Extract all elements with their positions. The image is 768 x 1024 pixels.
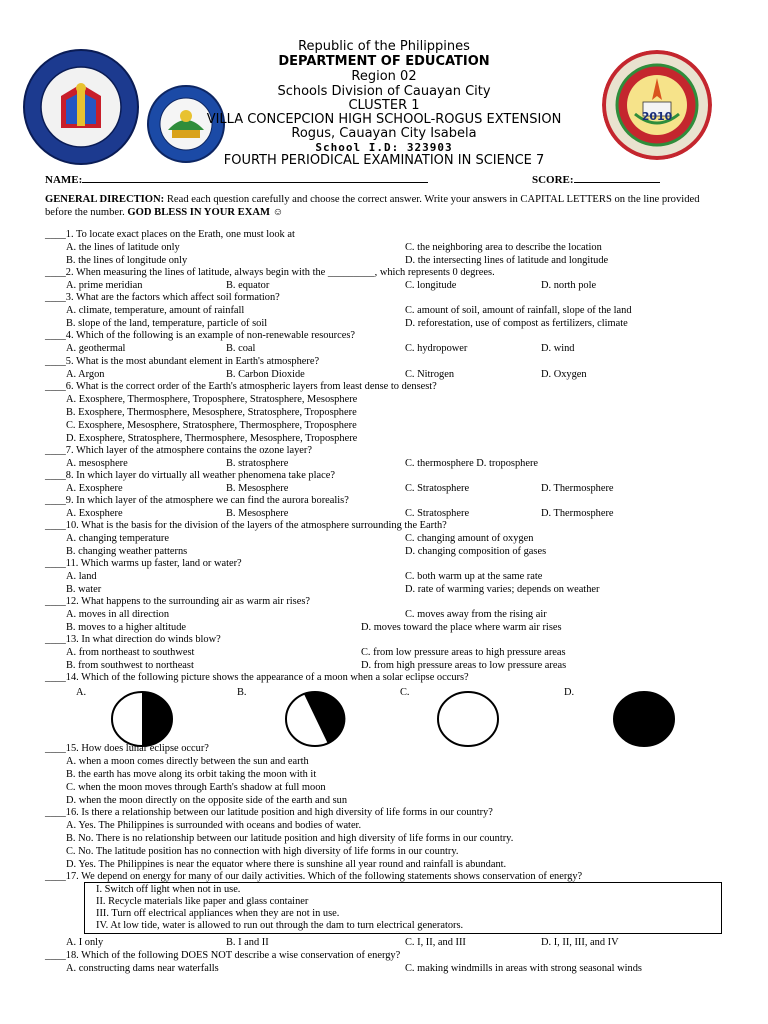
question-16: ____16. Is there a relationship between our latitude position and high diversity of life forms in our country? [45,807,493,818]
q17-statement-3: III. Turn off electrical appliances when they are not in use. [96,908,340,919]
question-15: ____15. How does lunar eclipse occur? [45,743,209,754]
q12-option-a: A. moves in all direction [66,609,170,620]
question-5: ____5. What is the most abundant element in Earth's atmosphere? [45,356,320,367]
header-exam-title: FOURTH PERIODICAL EXAMINATION IN SCIENCE 7 [223,153,545,168]
q7-option-a: A. mesosphere [66,458,128,469]
q16-option-d: D. Yes. The Philippines is near the equator where there is sunshine all year round and rainfall is abundant. [66,859,507,870]
q1-option-c: C. the neighboring area to describe the location [405,242,602,253]
score-field[interactable]: SCORE: [532,172,660,186]
q18-option-a: A. constructing dams near waterfalls [66,963,219,974]
q8-option-b: B. Mesosphere [226,483,289,494]
name-label: NAME [45,174,79,186]
q2-option-d: D. north pole [541,280,597,291]
q11-option-d: D. rate of warming varies; depends on weather [405,584,600,595]
q17-option-b: B. I and II [226,937,269,948]
q10-option-c: C. changing amount of oxygen [405,533,534,544]
q12-option-b: B. moves to a higher altitude [66,622,187,633]
q4-option-d: D. wind [541,343,575,354]
q15-option-a: A. when a moon comes directly between the sun and earth [66,756,309,767]
q14-option-d: D. [564,687,575,698]
q2-option-a: A. prime meridian [66,280,143,291]
q17-option-a: A. I only [66,937,104,948]
q5-option-b: B. Carbon Dioxide [226,369,305,380]
q3-option-d: D. reforestation, use of compost as fertilizers, climate [405,318,628,329]
q4-option-b: B. coal [226,343,256,354]
question-1: ____1. To locate exact places on the Erath, one must look at [45,229,295,240]
q5-option-a: A. Argon [66,369,105,380]
q11-option-c: C. both warm up at the same rate [405,571,543,582]
q17-statement-2: II. Recycle materials like paper and glass container [96,896,309,907]
q6-option-d: D. Exosphere, Stratosphere, Thermosphere, Mesosphere, Troposphere [66,433,358,444]
q7-option-cd: C. thermosphere D. troposphere [405,458,539,469]
q12-option-c: C. moves away from the rising air [405,609,547,620]
q1-option-b: B. the lines of longitude only [66,255,188,266]
direction-bless: GOD BLESS IN YOUR EXAM ☺ [127,207,284,218]
question-2: ____2. When measuring the lines of latitude, always begin with the _________, which represents 0 degrees. [45,267,495,278]
q17-option-d: D. I, II, III, and IV [541,937,619,948]
q18-option-c: C. making windmills in areas with strong seasonal winds [405,963,642,974]
q6-option-c: C. Exosphere, Mesosphere, Stratosphere, Thermosphere, Troposphere [66,420,357,431]
q2-option-b: B. equator [226,280,270,291]
header-region: Region 02 [351,69,417,84]
direction-label: GENERAL DIRECTION: [45,194,165,205]
question-7: ____7. Which layer of the atmosphere contains the ozone layer? [45,445,312,456]
q1-option-d: D. the intersecting lines of latitude and longitude [405,255,609,266]
q13-option-d: D. from high pressure areas to low pressure areas [361,660,567,671]
moon-crescent-dark-image [284,690,346,753]
q10-option-a: A. changing temperature [66,533,169,544]
q9-option-b: B. Mesosphere [226,508,289,519]
question-8: ____8. In which layer do virtually all weather phenomena take place? [45,470,335,481]
moon-full-white-image [436,690,500,753]
question-18: ____18. Which of the following DOES NOT describe a wise conservation of energy? [45,950,401,961]
question-6: ____6. What is the correct order of the Earth's atmospheric layers from least dense to densest? [45,381,437,392]
q9-option-a: A. Exosphere [66,508,123,519]
q2-option-c: C. longitude [405,280,457,291]
q3-option-c: C. amount of soil, amount of rainfall, slope of the land [405,305,632,316]
q5-option-c: C. Nitrogen [405,369,455,380]
question-3: ____3. What are the factors which affect soil formation? [45,292,280,303]
direction-text: Read each question carefully and choose the correct answer. Write your answers in CAPITAL LETTERS on the line provided before the number. [45,194,700,218]
question-10: ____10. What is the basis for the division of the layers of the atmosphere surrounding the Earth? [45,520,447,531]
q15-option-c: C. when the moon moves through Earth's shadow at full moon [66,782,326,793]
q4-option-c: C. hydropower [405,343,468,354]
q11-option-b: B. water [66,584,102,595]
q9-option-d: D. Thermosphere [541,508,614,519]
q16-option-a: A. Yes. The Philippines is surrounded with oceans and bodies of water. [66,820,362,831]
q16-option-c: C. No. The latitude position has no connection with high diversity of life forms in our country. [66,846,459,857]
q14-option-c: C. [400,687,410,698]
q13-option-b: B. from southwest to northeast [66,660,194,671]
moon-full-dark-image [612,690,676,753]
q17-statement-1: I. Switch off light when not in use. [96,884,241,895]
q15-option-d: D. when the moon directly on the opposite side of the earth and sun [66,795,348,806]
question-9: ____9. In which layer of the atmosphere we can find the aurora borealis? [45,495,349,506]
header-republic: Republic of the Philippines [298,39,470,54]
q5-option-d: D. Oxygen [541,369,587,380]
q8-option-d: D. Thermosphere [541,483,614,494]
q12-option-d: D. moves toward the place where warm air rises [361,622,562,633]
q3-option-a: A. climate, temperature, amount of rainfall [66,305,245,316]
question-13: ____13. In what direction do winds blow? [45,634,221,645]
q13-option-c: C. from low pressure areas to high pressure areas [361,647,566,658]
q11-option-a: A. land [66,571,97,582]
q17-statement-4: IV. At low tide, water is allowed to run out through the dam to turn electrical generators. [96,920,464,931]
question-17: ____17. We depend on energy for many of our daily activities. Which of the following statements shows conservation of energy? [45,871,583,882]
header-school-id: School I.D: 323903 [315,141,453,154]
q10-option-d: D. changing composition of gases [405,546,547,557]
header-division: Schools Division of Cauayan City [277,84,491,99]
q10-option-b: B. changing weather patterns [66,546,188,557]
q17-option-c: C. I, II, and III [405,937,466,948]
header-department: DEPARTMENT OF EDUCATION [278,54,490,69]
q15-option-b: B. the earth has move along its orbit taking the moon with it [66,769,317,780]
school-logo-year: 2010 [641,110,673,123]
q13-option-a: A. from northeast to southwest [66,647,195,658]
q8-option-c: C. Stratosphere [405,483,470,494]
q1-option-a: A. the lines of latitude only [66,242,180,253]
question-11: ____11. Which warms up faster, land or water? [45,558,242,569]
q9-option-c: C. Stratosphere [405,508,470,519]
q8-option-a: A. Exosphere [66,483,123,494]
header-address: Rogus, Cauayan City Isabela [291,126,477,141]
question-4: ____4. Which of the following is an example of non-renewable resources? [45,330,355,341]
header-cluster: CLUSTER 1 [348,98,420,113]
question-14: ____14. Which of the following picture shows the appearance of a moon when a solar eclipse occurs? [45,672,469,683]
q4-option-a: A. geothermal [66,343,126,354]
q6-option-a: A. Exosphere, Thermosphere, Troposphere, Stratosphere, Mesosphere [66,394,358,405]
q3-option-b: B. slope of the land, temperature, particle of soil [66,318,268,329]
q14-option-b: B. [237,687,247,698]
q14-option-a: A. [76,687,87,698]
header-school-name: VILLA CONCEPCION HIGH SCHOOL-ROGUS EXTENSION [206,112,562,127]
q16-option-b: B. No. There is no relationship between our latitude position and high diversity of life forms in our country. [66,833,514,844]
question-12: ____12. What happens to the surrounding air as warm air rises? [45,596,310,607]
name-field[interactable]: NAME: [45,172,428,186]
q7-option-b: B. stratosphere [226,458,289,469]
general-direction [45,193,725,219]
score-label: SCORE [532,174,570,186]
q6-option-b: B. Exosphere, Thermosphere, Mesosphere, Stratosphere, Troposphere [66,407,357,418]
